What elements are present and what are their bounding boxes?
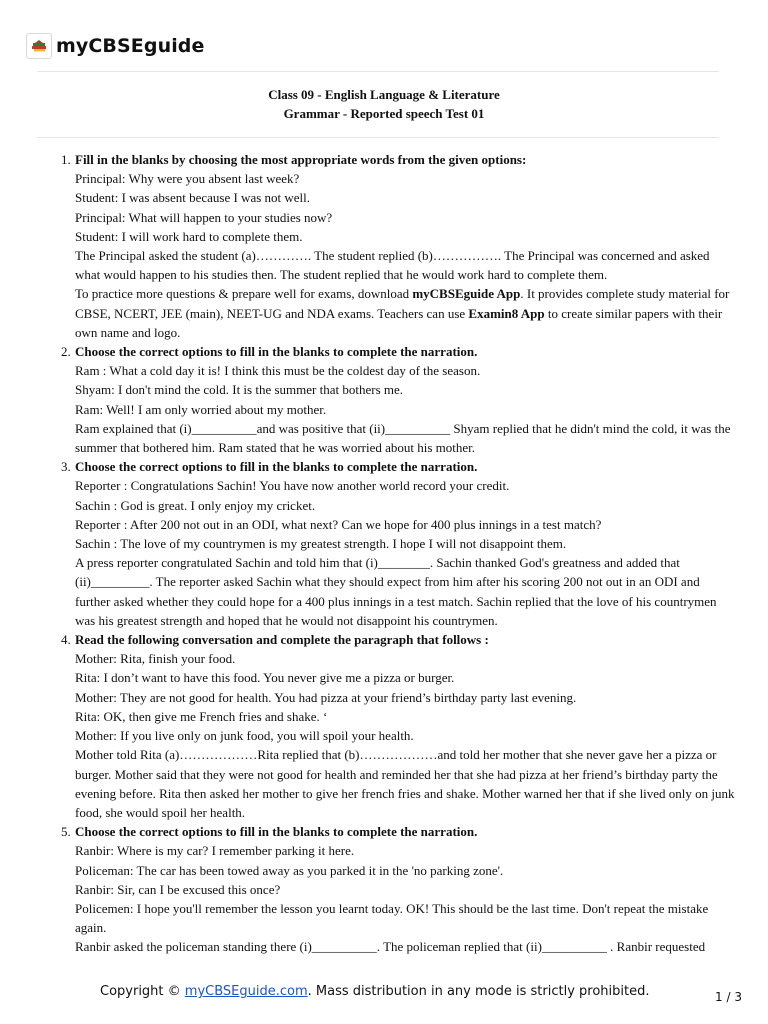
dialogue-line: Mother: Rita, finish your food.	[75, 651, 236, 667]
narration-paragraph: A press reporter congratulated Sachin and told him that (i)________. Sachin thanked God's greatness and added that (ii)_________. The reporter asked Sachin what they should expect from him after his scoring 200 not out in an ODI and further asked whether they could hope for a 400 plus innings in a test match. Sachin replied that the love of his countrymen was his greatest strength and hoped that he would not disappoint his countrymen.	[75, 555, 717, 628]
copyright-footer	[100, 984, 649, 999]
narration-paragraph: Mother told Rita (a)………………Rita replied that (b)………………and told her mother that she never gave her a pizza or burger. Mother said that they were not good for health and reminded her that she had pizza at her friend’s birthday party the evening before. Rita then asked her mother to give her french fries and shake. Mother warned her that if she lived only on junk food, she would spoil her health.	[75, 747, 735, 820]
question-list	[61, 150, 735, 957]
dialogue-line: Reporter : After 200 not out in an ODI, what next? Can we hope for 400 plus innings in a test match?	[75, 516, 602, 532]
header-divider	[37, 71, 719, 72]
narration-paragraph: Ram explained that (i)__________and was positive that (ii)__________ Shyam replied that he didn't mind the cold, it was the summer that bothered him. Ram stated that he was worried about his mother.	[75, 420, 731, 456]
question-instruction: Choose the correct options to fill in the blanks to complete the narration.	[75, 459, 478, 475]
promo-examin8-name: Examin8 App	[468, 305, 545, 321]
narration-paragraph: Ranbir asked the policeman standing there (i)__________. The policeman replied that (ii)__________ . Ranbir requested	[75, 939, 706, 955]
dialogue-line: Reporter : Congratulations Sachin! You have now another world record your credit.	[75, 478, 510, 494]
question-instruction: Choose the correct options to fill in the blanks to complete the narration.	[75, 824, 478, 840]
logo-icon	[26, 33, 52, 59]
dialogue-line: Principal: What will happen to your studies now?	[75, 209, 333, 225]
site-header	[26, 30, 205, 62]
copyright-text: Copyright ©	[100, 984, 185, 999]
dialogue-line: Ram: Well! I am only worried about my mother.	[75, 401, 327, 417]
dialogue-line: Principal: Why were you absent last week?	[75, 171, 300, 187]
question-number: 1.	[61, 152, 71, 167]
dialogue-line: Student: I will work hard to complete them.	[75, 228, 303, 244]
document-subtitle: Grammar - Reported speech Test 01	[283, 106, 485, 121]
question-instruction: Read the following conversation and complete the paragraph that follows :	[75, 632, 489, 648]
dialogue-line: Mother: If you live only on junk food, you will spoil your health.	[75, 728, 414, 744]
dialogue-line: Ram : What a cold day it is! I think this must be the coldest day of the season.	[75, 363, 481, 379]
promo-text: . It provides complete study material for CBSE, NCERT, JEE (main), NEET-UG and NDA exams. Teachers can use	[75, 286, 730, 321]
question-number: 4.	[61, 632, 71, 648]
page-number: 1 / 3	[715, 990, 742, 1004]
question-1	[61, 150, 735, 342]
copyright-link[interactable]: myCBSEguide.com	[184, 984, 308, 999]
dialogue-line: Rita: I don’t want to have this food. You never give me a pizza or burger.	[75, 670, 455, 686]
dialogue-line: Policemen: I hope you'll remember the lesson you learnt today. OK! This should be the last time. Don't repeat the mistake again.	[75, 900, 709, 936]
question-3	[61, 457, 735, 630]
copyright-notice: . Mass distribution in any mode is strictly prohibited.	[307, 984, 650, 999]
dialogue-line: Sachin : The love of my countrymen is my greatest strength. I hope I will not disappoint them.	[75, 536, 567, 552]
promo-text: To practice more questions & prepare well for exams, download	[75, 286, 413, 302]
question-5	[61, 822, 735, 956]
question-number: 3.	[61, 459, 71, 475]
brand-name[interactable]: myCBSEguide	[56, 35, 205, 57]
narration-paragraph: The Principal asked the student (a)…………. The student replied (b)……………. The Principal was concerned and asked what would happen to his studies then. The student replied that he would work hard to complete them.	[75, 248, 710, 283]
dialogue-line: Ranbir: Sir, can I be excused this once?	[75, 881, 281, 897]
document-title: Class 09 - English Language & Literature	[268, 87, 500, 102]
question-instruction: Choose the correct options to fill in the blanks to complete the narration.	[75, 344, 478, 360]
promo-text: to create similar papers with their own name and logo.	[75, 305, 723, 340]
question-2	[61, 342, 735, 457]
dialogue-line: Student: I was absent because I was not well.	[75, 190, 311, 206]
dialogue-line: Rita: OK, then give me French fries and shake. ‘	[75, 708, 328, 724]
dialogue-line: Sachin : God is great. I only enjoy my cricket.	[75, 497, 316, 513]
promo-app-name: myCBSEguide App	[412, 286, 521, 302]
question-number: 2.	[61, 344, 71, 360]
question-4	[61, 630, 735, 822]
promo-paragraph	[75, 284, 735, 342]
question-instruction: Fill in the blanks by choosing the most appropriate words from the given options:	[75, 152, 527, 167]
dialogue-line: Ranbir: Where is my car? I remember parking it here.	[75, 843, 355, 859]
dialogue-line: Shyam: I don't mind the cold. It is the summer that bothers me.	[75, 382, 404, 398]
dialogue-line: Policeman: The car has been towed away as you parked it in the 'no parking zone'.	[75, 862, 504, 878]
question-number: 5.	[61, 824, 71, 840]
dialogue-line: Mother: They are not good for health. You had pizza at your friend’s birthday party last evening.	[75, 689, 577, 705]
title-divider	[37, 137, 719, 138]
